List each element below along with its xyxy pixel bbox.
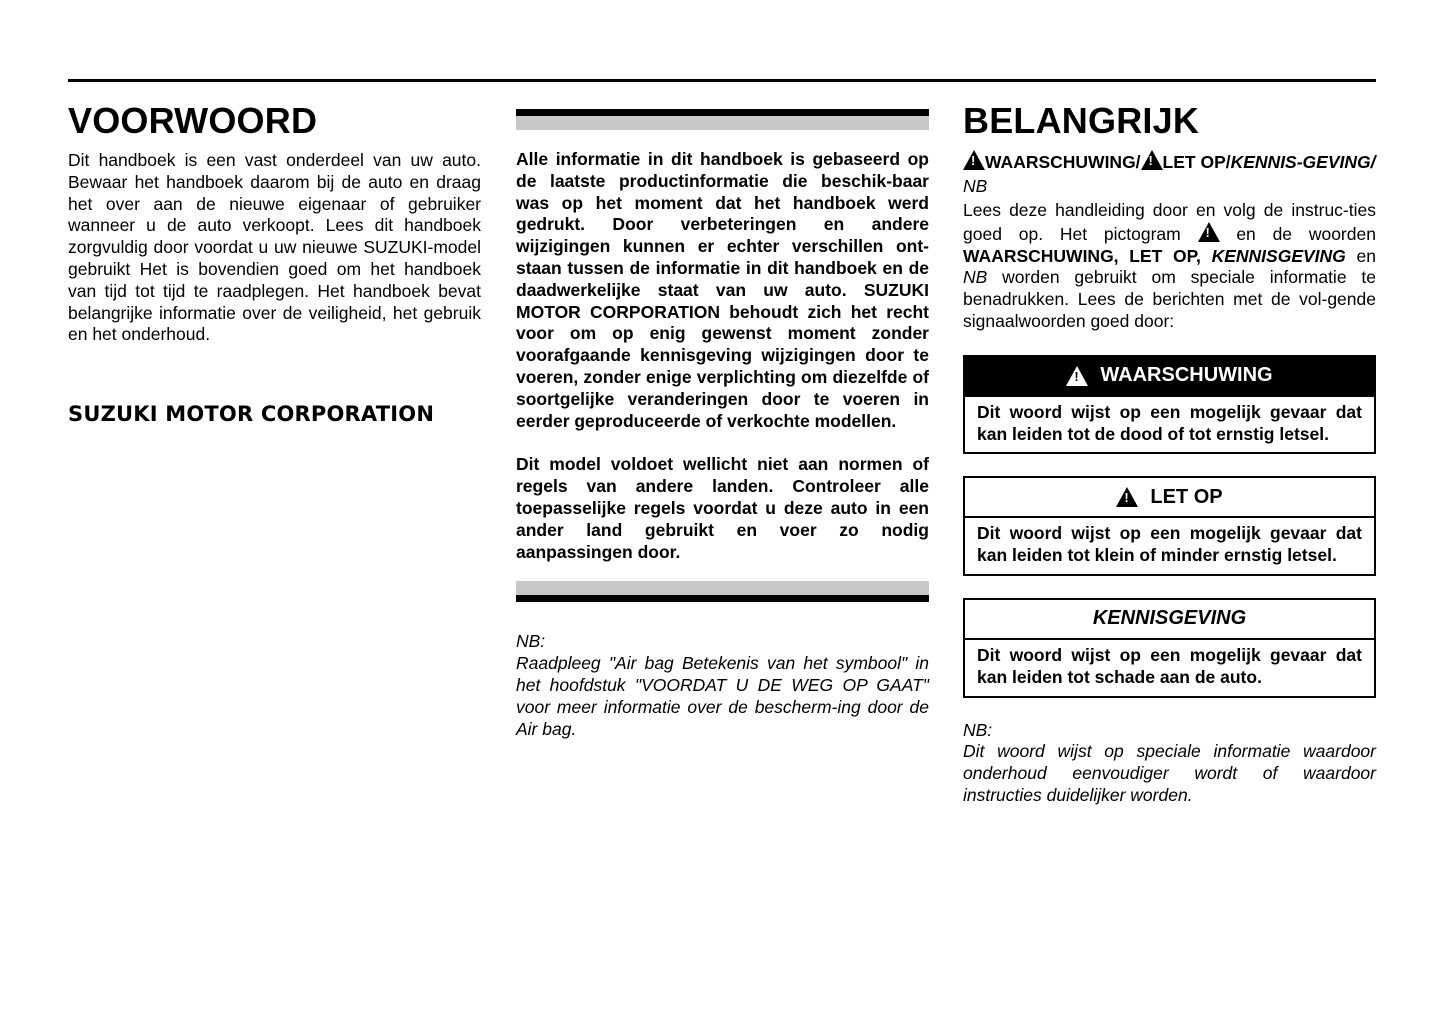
section-bar-bottom [516, 581, 929, 605]
warning-triangle-icon [1066, 366, 1088, 386]
letop-box-text: Dit woord wijst op een mogelijk gevaar dat kan leiden tot klein of minder ernstig letsel. [977, 523, 1362, 566]
voorwoord-title: VOORWOORD [68, 100, 318, 141]
voorwoord-column [68, 96, 481, 426]
warning-box-text: Dit woord wijst op een mogelijk gevaar dat kan leiden tot de dood of tot ernstig letsel. [977, 401, 1362, 444]
corporation-name: SUZUKI MOTOR CORPORATION [68, 402, 435, 427]
info-column [516, 96, 929, 740]
letop-box-header: ! LET OP [965, 478, 1374, 518]
info-paragraph-2: Dit model voldoet wellicht niet aan normen of regels van andere landen. Controleer alle toepasselijke regels voordat u deze auto in een ander land gebruikt en voer zo nodig aanpassingen door. [516, 454, 929, 562]
belangrijk-title: BELANGRIJK [963, 100, 1200, 141]
warning-box [963, 355, 1376, 455]
voorwoord-body: Dit handboek is een vast onderdeel van uw auto. Bewaar het handboek daarom bij de auto en draag het over aan de nieuwe eigenaar of gebruiker wanneer u de auto verkoopt. Lees dit handboek zorgvuldig door voordat u uw nieuwe SUZUKI-model gebruikt Het is bovendien goed om het handboek van tijd tot tijd te raadplegen. Het handboek bevat belangrijke informatie over de veiligheid, het gebruik en het onderhoud. [68, 150, 481, 345]
kennisgeving-box [963, 598, 1376, 698]
warning-triangle-icon [1198, 222, 1220, 242]
info-nb-label: NB: [516, 631, 546, 652]
info-nb-text: Raadpleeg "Air bag Betekenis van het symbool" in het hoofdstuk "VOORDAT U DE WEG OP GAAT" voor meer informatie over de bescherm-ing door de Air bag. [516, 653, 929, 739]
belangrijk-nb-label: NB: [963, 719, 993, 740]
signal-words-heading: !WAARSCHUWING/! LET OP/KENNIS-GEVING/ NB [963, 150, 1376, 198]
warning-triangle-icon [1141, 150, 1163, 170]
top-rule [68, 79, 1376, 82]
belangrijk-column [963, 96, 1376, 807]
warning-box-header: ! WAARSCHUWING [965, 357, 1374, 397]
section-bar-top [516, 109, 929, 133]
letop-box [963, 476, 1376, 576]
info-paragraph-1: Alle informatie in dit handboek is gebaseerd op de laatste productinformatie die beschik-baar was op het moment dat het handboek werd gedrukt. Door verbeteringen en andere wijzigingen kunnen er echter verschillen ont-staan tussen de informatie in dit handboek en de daadwerkelijke staat van uw auto. SUZUKI MOTOR CORPORATION behoudt zich het recht voor om op enig gewenst moment zonder voorafgaande kennisgeving wijzigingen door te voeren, zonder enige verplichting om diezelfde of soortgelijke veranderingen door te voeren in eerder geproduceerde of verkochte modellen. [516, 149, 929, 431]
kennisgeving-box-text: Dit woord wijst op een mogelijk gevaar dat kan leiden tot schade aan de auto. [977, 644, 1362, 687]
kennisgeving-box-header: KENNISGEVING [965, 600, 1374, 640]
warning-triangle-icon [1116, 487, 1138, 507]
belangrijk-intro: Lees deze handleiding door en volg de instruc-ties goed op. Het pictogram ! en de woorden WAARSCHUWING, LET OP, KENNISGEVING en NB worden gebruikt om speciale informatie te benadrukken. Lees de berichten met de vol-gende signaalwoorden goed door: [963, 200, 1376, 333]
warning-triangle-icon [963, 150, 985, 170]
belangrijk-nb-text: Dit woord wijst op speciale informatie waardoor onderhoud eenvoudiger wordt of waardoor instructies duidelijker worden. [963, 741, 1376, 805]
